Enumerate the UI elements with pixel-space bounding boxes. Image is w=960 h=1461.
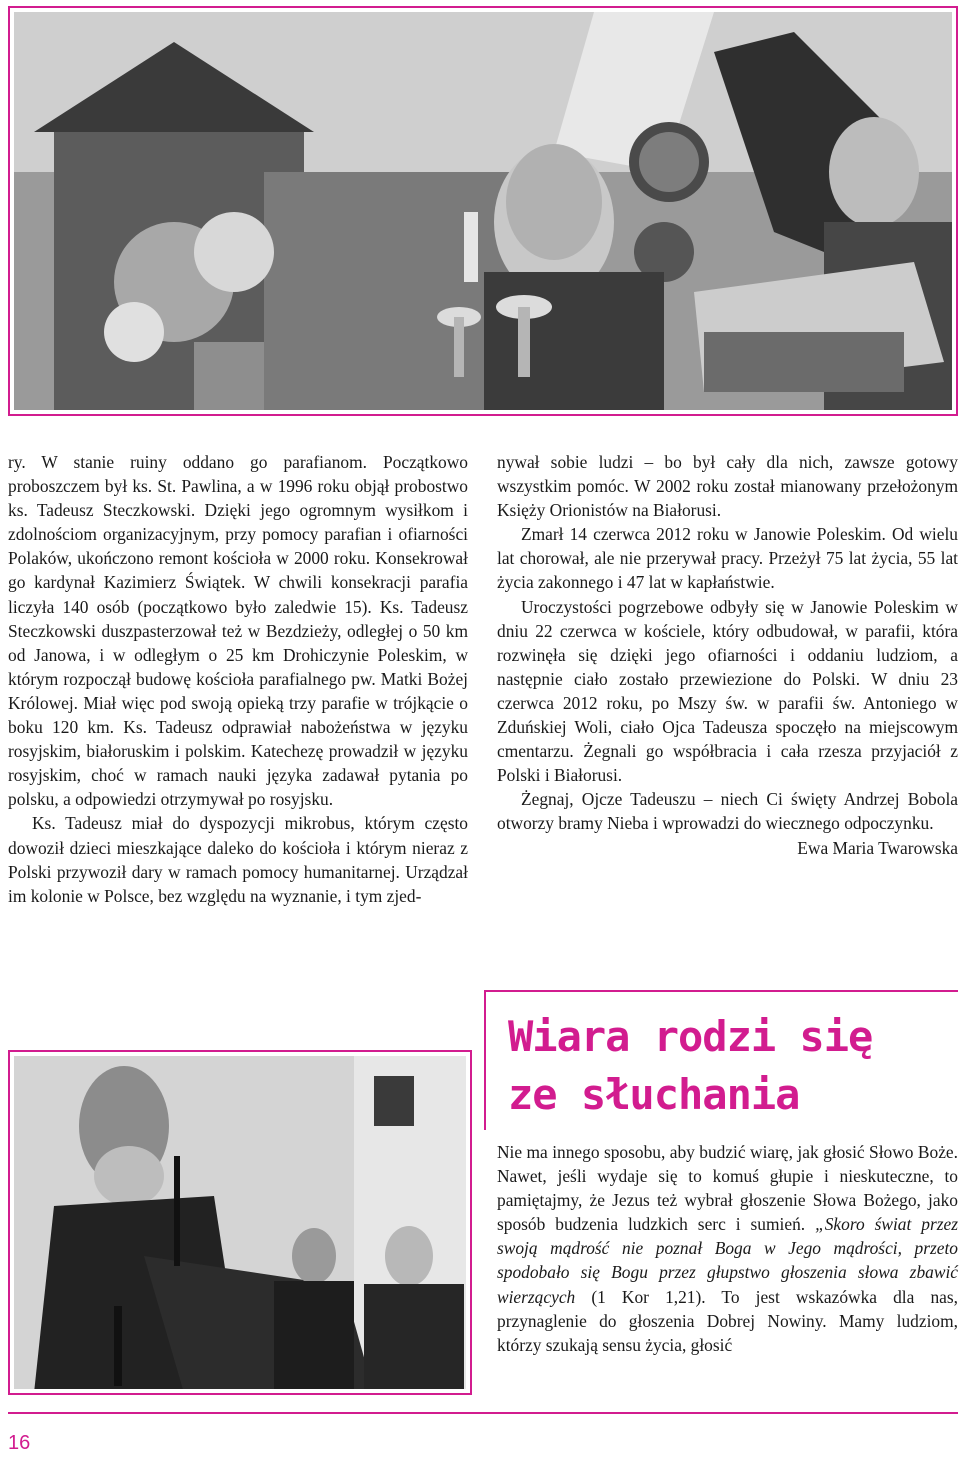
article-headline <box>508 1008 948 1124</box>
page-number: 16 <box>8 1432 31 1454</box>
author-signature: Ewa Maria Twarowska <box>797 837 958 858</box>
right-paragraph-1: nywał sobie ludzi – bo był cały dla nich, zawsze gotowy wszystkim pomóc. W 2002 roku został mianowany przełożonym Księży Orionistów na Białorusi. <box>497 452 958 521</box>
left-paragraph-1: ry. W stanie ruiny oddano go parafianom. Początkowo proboszczem był ks. St. Pawlina, a w 1996 roku objął probostwo ks. Tadeusz Steczkowski. Dzięki jego ogromnym wysiłkom i zdolnościom organizacyjnym, przy pomocy parafian i ofiarności Polaków, ukończono remont kościoła w 2000 roku. Konsekrował go kardynał Kazimierz Świątek. W chwili konsekracji parafia liczyła 140 osób (początkowo było zaledwie 15). Ks. Tadeusz Steczkowski duszpasterzował też w Bezdzieży, odległej o 50 km od Janowa, i w odległym o 25 km Drohiczynie Poleskim, w którym rozpoczął budowę kościoła parafialnego pw. Matki Bożej Królowej. Miał więc pod swoją opieką trzy parafie w trójkącie o boku 120 km. Ks. Tadeusz odprawiał nabożeństwa w języku rosyjskim, białoruskim i polskim. Katechezę prowadził w języku rosyjskim, choć w ramach nauki języka zadawał pytania po polsku, a odpowiedzi otrzymywał po rosyjsku. <box>8 452 468 810</box>
box-paragraph <box>497 1140 958 1357</box>
right-paragraph-3: Uroczystości pogrzebowe odbyły się w Janowie Poleskim w dniu 22 czerwca w kościele, który odbudował, w parafii, która rozwinęła się dzięki jego ofiarności i oddaniu ludziom, a następnie ciało zostało przewiezione do Polski. W dniu 23 czerwca 2012 roku, po Mszy św. w parafii św. Antoniego w Zduńskiej Woli, ciało Ojca Tadeusza spoczęło na miejscowym cmentarzu. Żegnali go współbracia i cała rzesza przyjaciół z Polski i Białorusi. <box>497 596 958 786</box>
box-text-part-2: (1 Kor 1,21). To jest wskazówka dla nas, przynaglenie do głoszenia Dobrej Nowiny. Mamy ludziom, którzy szukają sensu życia, głosić <box>497 1286 958 1355</box>
headline-line-2: ze słuchania <box>508 1070 800 1119</box>
right-column <box>497 450 958 970</box>
box-text-part-1: Nie ma innego sposobu, aby budzić wiarę, jak głosić Słowo Boże. Nawet, jeśli wydaje się to komuś głupie i nieskuteczne, to pamiętajmy, że Jezus też wybrał głoszenie Słowa Bożego, jako sposób budzenia ludzkich serc i sumień. <box>497 1142 958 1235</box>
headline-line-1: Wiara rodzi się <box>508 1012 873 1061</box>
top-photo <box>8 6 958 416</box>
left-column <box>8 450 468 1030</box>
lecture-photo-icon <box>14 1056 466 1389</box>
right-paragraph-2: Zmarł 14 czerwca 2012 roku w Janowie Poleskim. Od wielu lat chorował, ale nie przerywał pracy. Przeżył 75 lat życia, 55 lat życia zakonnego i 47 lat w kapłaństwie. <box>497 524 958 593</box>
left-paragraph-2: Ks. Tadeusz miał do dyspozycji mikrobus, którym często dowoził dzieci mieszkające daleko do kościoła i którym nieraz z Polski przywoził dary w ramach pomocy humanitarnej. Urządzał im kolonie w Polsce, bez względu na wyznanie, i tym zjed- <box>8 813 468 906</box>
mass-photo-icon <box>14 12 952 410</box>
footer-line <box>8 1412 958 1414</box>
box-quote: „Skoro świat przez swoją mądrość nie poznał Boga w Jego mądrości, przeto spodobało się Bogu przez głupstwo głoszenia słowa zbawić wierzących <box>497 1214 958 1307</box>
box-article-text <box>497 1140 958 1390</box>
bottom-photo <box>8 1050 472 1395</box>
right-paragraph-4: Żegnaj, Ojcze Tadeuszu – niech Ci święty Andrzej Bobola otworzy bramy Nieba i wprowadzi do wiecznego odpoczynku. <box>497 789 958 834</box>
